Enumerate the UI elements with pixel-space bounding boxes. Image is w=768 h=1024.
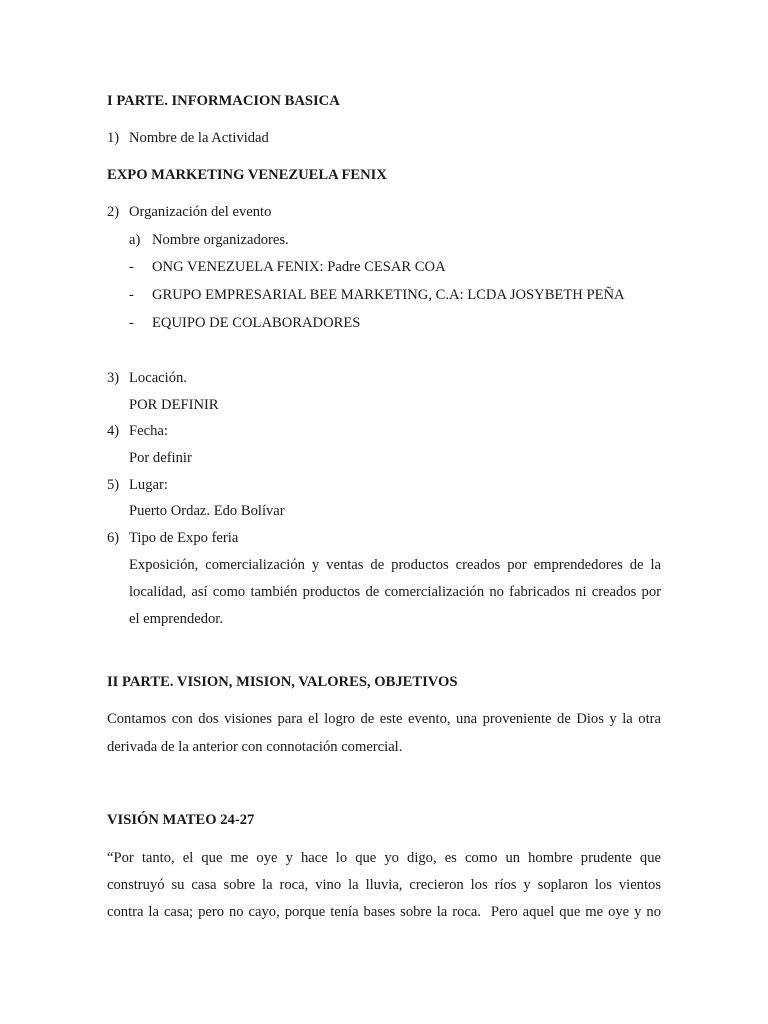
item3-number: 3) (107, 370, 120, 386)
item3-value: POR DEFINIR (129, 397, 219, 413)
part1-heading: I PARTE. INFORMACION BASICA (107, 93, 340, 109)
item1-number: 1) (107, 130, 120, 146)
organizer-item: GRUPO EMPRESARIAL BEE MARKETING, C.A: LCDA JOSYBETH PEÑA (152, 287, 625, 303)
vision-quote-line: “Por tanto, el que me oye y hace lo que yo digo, es como un hombre prudente que (107, 850, 661, 866)
item2-sub-a-letter: a) (129, 232, 141, 248)
item1-label: Nombre de la Actividad (129, 130, 269, 146)
event-name: EXPO MARKETING VENEZUELA FENIX (107, 167, 387, 183)
item4-number: 4) (107, 423, 120, 439)
item6-number: 6) (107, 530, 120, 546)
organizer-dash: - (129, 315, 134, 331)
item5-number: 5) (107, 477, 120, 493)
part2-heading: II PARTE. VISION, MISION, VALORES, OBJETIVOS (107, 674, 458, 690)
item3-label: Locación. (129, 370, 187, 386)
part2-intro-line: derivada de la anterior con connotación comercial. (107, 739, 403, 755)
vision-heading: VISIÓN MATEO 24-27 (107, 812, 255, 828)
item2-label: Organización del evento (129, 204, 272, 220)
organizer-dash: - (129, 287, 134, 303)
item4-value: Por definir (129, 450, 192, 466)
item5-label: Lugar: (129, 477, 168, 493)
item5-value: Puerto Ordaz. Edo Bolívar (129, 503, 285, 519)
vision-quote-line: construyó su casa sobre la roca, vino la lluvia, crecieron los ríos y soplaron los vientos (107, 877, 661, 893)
vision-quote-line: contra la casa; pero no cayo, porque tenía bases sobre la roca. Pero aquel que me oye y no (107, 904, 661, 920)
item6-description-line: localidad, así como también productos de comercialización no fabricados ni creados por (129, 584, 661, 600)
organizer-item: ONG VENEZUELA FENIX: Padre CESAR COA (152, 259, 446, 275)
item4-label: Fecha: (129, 423, 168, 439)
item2-sub-a-label: Nombre organizadores. (152, 232, 289, 248)
organizer-dash: - (129, 259, 134, 275)
organizer-item: EQUIPO DE COLABORADORES (152, 315, 361, 331)
item6-description-line: Exposición, comercialización y ventas de productos creados por emprendedores de la (129, 557, 661, 573)
item6-description-line: el emprendedor. (129, 611, 224, 627)
part2-intro-line: Contamos con dos visiones para el logro de este evento, una proveniente de Dios y la otra (107, 711, 661, 727)
item2-number: 2) (107, 204, 120, 220)
item6-label: Tipo de Expo feria (129, 530, 239, 546)
